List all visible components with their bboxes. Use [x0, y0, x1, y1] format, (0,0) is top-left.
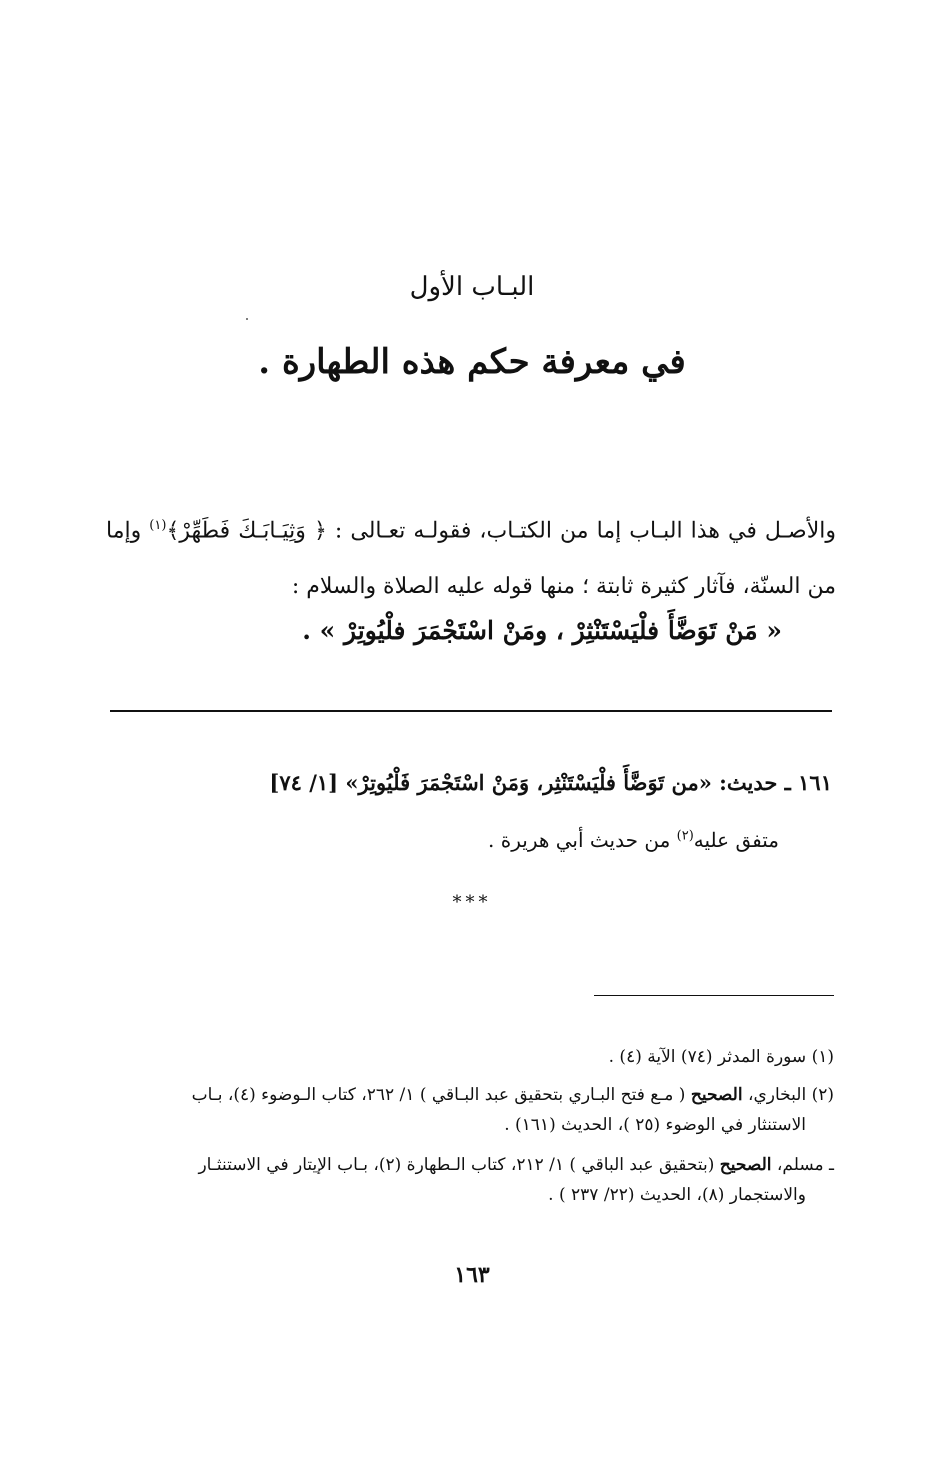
footnote-3-author: ـ مسلم،: [771, 1155, 834, 1175]
footnote-2-book: الصحيح: [690, 1085, 743, 1105]
hadith-quote: « مَنْ تَوَضَّأَ فلْيَسْتَنْثِرْ ، ومَنْ اسْتَجْمَرَ فلْيُوتِرْ » .: [302, 616, 782, 645]
hadith-source: [488, 828, 779, 852]
agreed-source: من حديث أبي هريرة .: [488, 828, 677, 852]
footnote-2-author: (٢) البخاري،: [742, 1085, 834, 1105]
footnote-3: [109, 1150, 834, 1210]
footnote-2: [109, 1080, 834, 1140]
paragraph-part-1: والأصـل في هذا البـاب إما من الكتـاب، فقولـه تعـالى : ﴿ وَثِيَـابَـكَ فَطَهِّرْ﴾: [166, 518, 837, 544]
body-paragraph: [106, 498, 836, 615]
chapter-label: البـاب الأول: [409, 272, 535, 302]
footnote-3-detail: (بتحقيق عبد الباقي ) ١/ ٢١٢، كتاب الـطهارة (٢)، بـاب الإيتار في الاستنثـار: [198, 1155, 720, 1175]
hadith-entry: ١٦١ ـ حديث: «من تَوَضَّأَ فلْيَسْتَنْثِر، وَمَنْ اسْتَجْمَرَ فَلْيُوتِرْ» [١/ ٧٤]: [269, 770, 832, 795]
footnote-1: (١) سورة المدثر (٧٤) الآية (٤) .: [608, 1047, 834, 1067]
footnote-3-continuation: والاستجمار (٨)، الحديث (٢٢/ ٢٣٧ ) .: [548, 1185, 806, 1205]
page-number: ١٦٣: [454, 1262, 490, 1288]
footnote-ref-1: (١): [149, 518, 167, 533]
footnote-divider: [594, 995, 834, 996]
paragraph-part-2: وإما من السنّة، فآثار كثيرة ثابتة ؛ منها قوله عليه الصلاة والسلام :: [106, 518, 836, 600]
agreed-text: متفق عليه: [693, 828, 779, 852]
chapter-title: في معرفة حكم هذه الطهارة .: [258, 342, 686, 382]
footnote-2-continuation: الاستنثار في الوضوء (٢٥ )، الحديث (١٦١) .: [504, 1115, 806, 1135]
footnote-2-detail: ( مـع فتح البـاري بتحقيق عبد البـاقي ) ١/ ٢٦٢، كتاب الـوضوء (٤)، بـاب: [191, 1085, 691, 1105]
scan-speck: [246, 318, 248, 320]
footnote-ref-2: (٢): [676, 828, 694, 844]
main-divider: [110, 710, 832, 712]
footnote-3-book: الصحيح: [719, 1155, 772, 1175]
section-separator: ***: [452, 892, 492, 913]
